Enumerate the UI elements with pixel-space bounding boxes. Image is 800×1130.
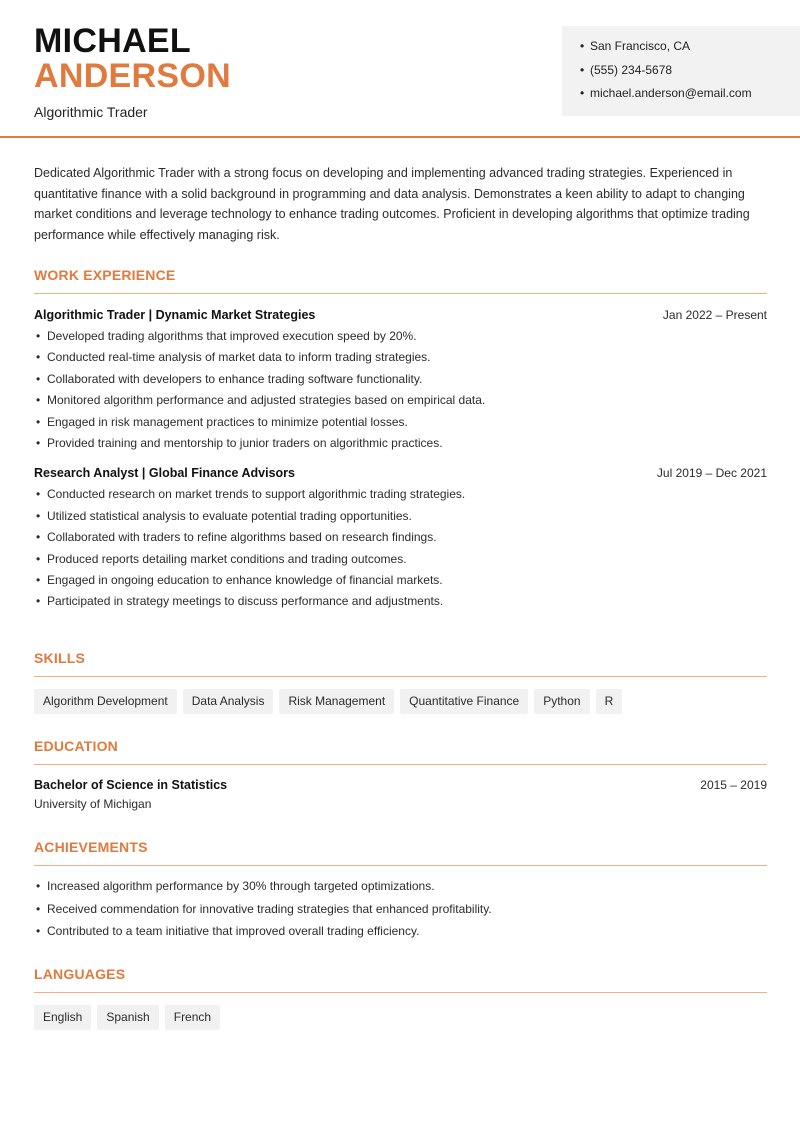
job-header (34, 308, 767, 322)
language-tag: Spanish (97, 1005, 158, 1030)
education-dates: 2015 – 2019 (700, 778, 767, 792)
job-bullets (34, 484, 767, 612)
skills-section (34, 650, 767, 714)
resume-content (34, 163, 767, 1024)
section-title-achievements: ACHIEVEMENTS (34, 839, 767, 866)
skill-tag: Python (534, 689, 589, 714)
section-title-education: EDUCATION (34, 738, 767, 765)
job-role: Research Analyst | Global Finance Advisors (34, 466, 295, 481)
list-item: • Collaborated with developers to enhance trading software functionality. (34, 369, 767, 390)
list-item: • Engaged in ongoing education to enhance knowledge of financial markets. (34, 570, 767, 591)
skill-tag: Quantitative Finance (400, 689, 528, 714)
section-title-work: WORK EXPERIENCE (34, 267, 767, 294)
list-item: • Provided training and mentorship to junior traders on algorithmic practices. (34, 433, 767, 454)
contact-box (562, 26, 800, 116)
list-item: • Monitored algorithm performance and adjusted strategies based on empirical data. (34, 390, 767, 411)
first-name: MICHAEL (34, 22, 191, 60)
job-dates: Jan 2022 – Present (662, 308, 767, 322)
contact-email[interactable]: • michael.anderson@email.com (580, 83, 800, 107)
language-tag: French (165, 1005, 220, 1030)
list-item: • Participated in strategy meetings to discuss performance and adjustments. (34, 591, 767, 612)
education-section (34, 738, 767, 811)
skill-tag: Data Analysis (183, 689, 274, 714)
skill-tag: R (596, 689, 623, 714)
languages-tags (34, 1005, 767, 1030)
summary-text: Dedicated Algorithmic Trader with a strong focus on developing and implementing advanced trading strategies. Experienced in quantitative finance with a solid background in programming and data analysis. Demonstrates a keen ability to adapt to changing market conditions and leverage technology to enhance trading outcomes. Proficient in developing algorithms that optimize trading performance while effectively managing risk. (34, 166, 750, 242)
achievements-section (34, 839, 767, 943)
languages-section (34, 966, 767, 1030)
contact-list (580, 36, 800, 107)
list-item: • Contributed to a team initiative that improved overall trading efficiency. (34, 920, 767, 943)
list-item: • Developed trading algorithms that improved execution speed by 20%. (34, 326, 767, 347)
list-item: • Increased algorithm performance by 30% through targeted optimizations. (34, 875, 767, 898)
skills-tags (34, 689, 767, 714)
job-dates: Jul 2019 – Dec 2021 (656, 466, 767, 481)
resume-header (0, 0, 800, 138)
last-name: ANDERSON (34, 57, 231, 95)
section-title-skills: SKILLS (34, 650, 767, 677)
job-title: Algorithmic Trader (34, 104, 148, 120)
degree: Bachelor of Science in Statistics (34, 778, 228, 792)
achievements-list (34, 875, 767, 943)
list-item: • Conducted real-time analysis of market data to inform trading strategies. (34, 347, 767, 368)
list-item: • Collaborated with traders to refine algorithms based on research findings. (34, 527, 767, 548)
list-item: • Utilized statistical analysis to evaluate potential trading opportunities. (34, 506, 767, 527)
job-entry (34, 308, 767, 454)
section-title-languages: LANGUAGES (34, 966, 767, 993)
list-item: • Conducted research on market trends to support algorithmic trading strategies. (34, 484, 767, 505)
contact-location: • San Francisco, CA (580, 36, 800, 60)
job-bullets (34, 326, 767, 454)
skill-tag: Risk Management (279, 689, 394, 714)
skill-tag: Algorithm Development (34, 689, 177, 714)
name-block (34, 24, 231, 120)
language-tag: English (34, 1005, 91, 1030)
list-item: • Produced reports detailing market conditions and trading outcomes. (34, 549, 767, 570)
list-item: • Received commendation for innovative trading strategies that enhanced profitability. (34, 898, 767, 921)
work-section (34, 267, 767, 613)
list-item: • Engaged in risk management practices to minimize potential losses. (34, 412, 767, 433)
education-header (34, 778, 767, 792)
contact-phone: • (555) 234-5678 (580, 60, 800, 84)
job-role: Algorithmic Trader | Dynamic Market Strategies (34, 308, 316, 322)
job-entry (34, 466, 767, 612)
school-name: University of Michigan (34, 797, 152, 811)
job-header (34, 466, 767, 480)
